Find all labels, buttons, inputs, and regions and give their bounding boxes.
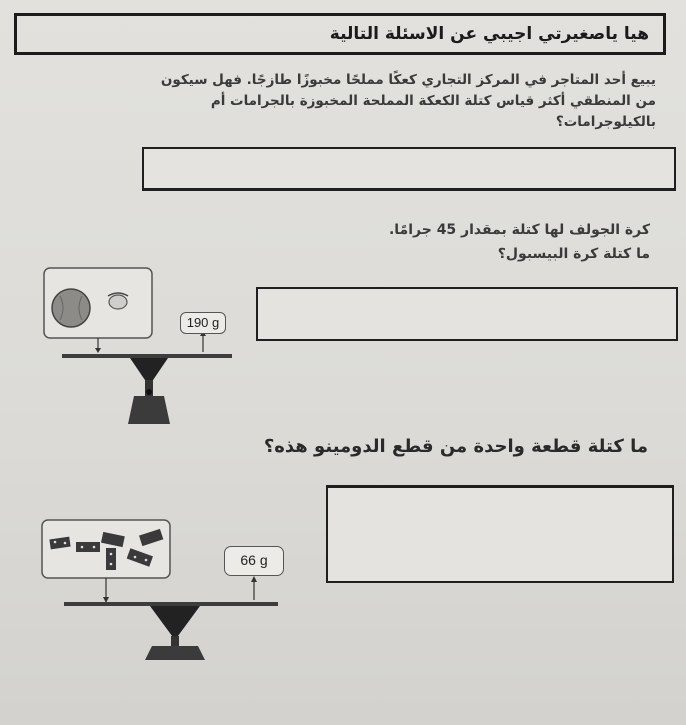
answer-box-3[interactable]	[326, 485, 674, 583]
balance-scale-icon-2	[64, 602, 278, 660]
scale-reading-label-2	[224, 546, 284, 576]
balance-scale-icon	[62, 354, 232, 424]
question-3-text: ما كتلة قطعة واحدة من قطع الدومينو هذه؟	[263, 436, 648, 457]
scale-reading-2: 66 g	[240, 552, 268, 568]
page-title: هيا ياصغيرتي اجيبي عن الاسئلة التالية	[329, 24, 649, 44]
question-2-text	[250, 218, 650, 266]
answer-box-2[interactable]	[256, 287, 678, 341]
baseball-icon	[52, 289, 90, 327]
scale-reading-1: 190 g	[186, 315, 220, 330]
question-2-line-1: كرة الجولف لها كتلة بمقدار 45 جرامًا.	[388, 222, 650, 238]
question-1-text: يبيع أحد المتاجر في المركز التجاري كعكًا مملحًا مخبوزًا طازجًا. فهل سيكون من المنطقي أكثر قياس كتلة الكعكة المملحة المخبوزة بالجرامات أم بالكيلوجرامات؟	[160, 72, 656, 130]
answer-box-1[interactable]	[142, 147, 676, 191]
scale-reading-label-1	[180, 312, 226, 334]
question-2-line-2: ما كتلة كرة البيسبول؟	[497, 246, 650, 262]
title-box	[14, 13, 666, 55]
scale-illustration-1	[40, 262, 250, 427]
scale-illustration-2	[40, 518, 290, 663]
